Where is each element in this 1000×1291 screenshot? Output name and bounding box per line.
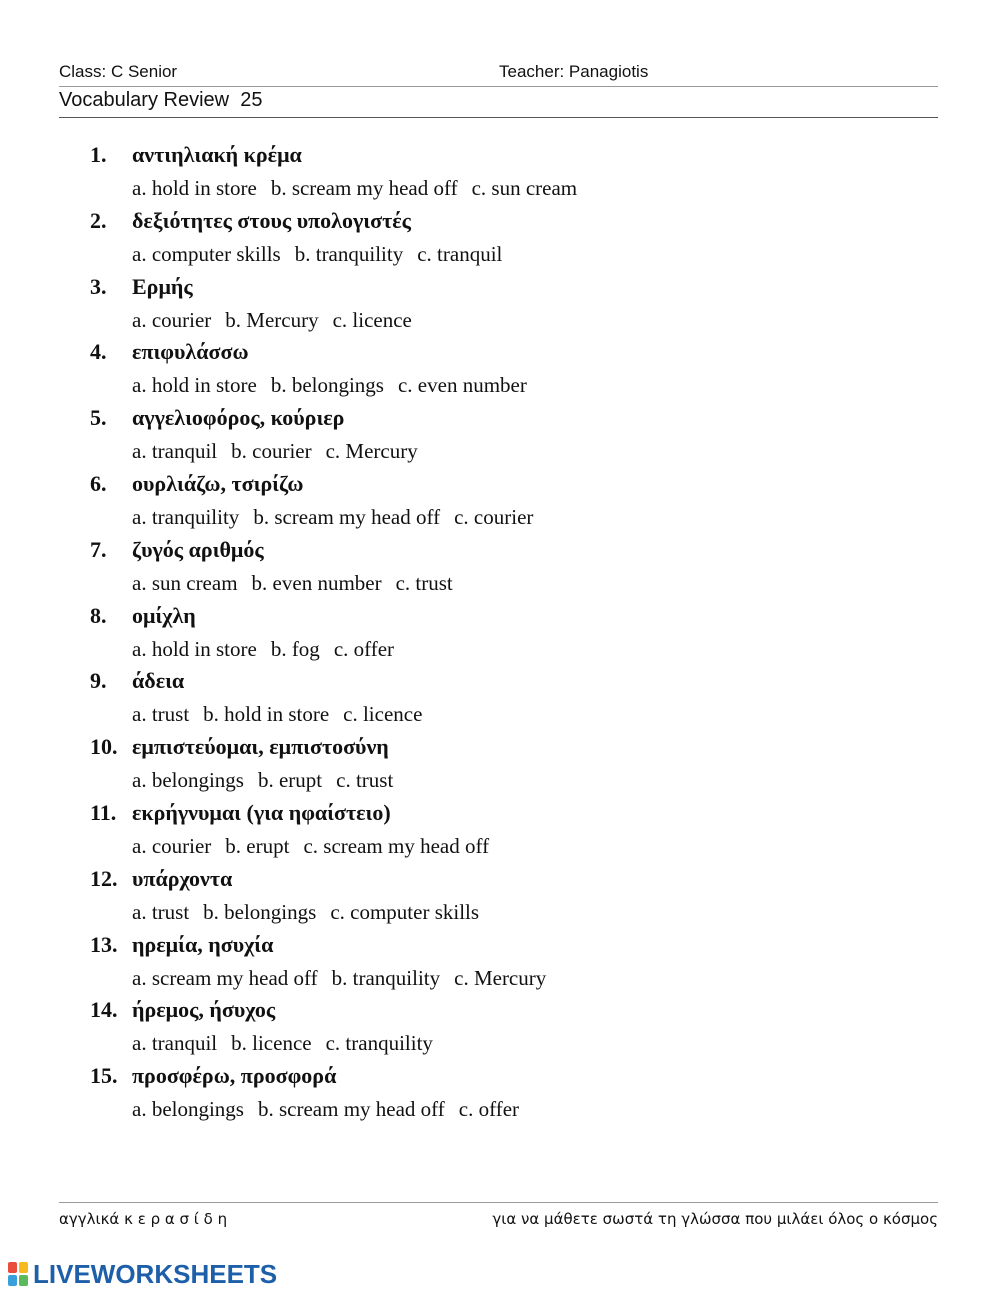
answer-option[interactable]: c. offer: [458, 1097, 520, 1122]
question-list: [90, 142, 930, 1129]
answer-option[interactable]: a. courier: [132, 833, 212, 858]
title-divider: [59, 117, 938, 118]
answer-option[interactable]: b. scream my head off: [270, 176, 458, 200]
question-number: 4.: [90, 339, 107, 365]
question-term: αγγελιοφόρος, κούριερ: [132, 405, 345, 431]
answer-options: [132, 571, 467, 596]
answer-option[interactable]: b. courier: [231, 439, 312, 464]
question-number: 5.: [90, 405, 107, 431]
answer-options: [132, 966, 560, 991]
brand-logo[interactable]: [8, 1259, 277, 1289]
question-number: 13.: [90, 931, 118, 957]
page-title: Vocabulary Review 25: [59, 89, 263, 111]
answer-option[interactable]: c. scream my head off: [303, 833, 490, 858]
footer-divider: [59, 1202, 938, 1203]
question-item: [90, 997, 930, 1063]
question-term: ήρεμος, ήσυχος: [132, 997, 276, 1023]
answer-options: [132, 702, 436, 727]
class-label: Class: C Senior: [59, 62, 178, 81]
answer-options: [132, 505, 547, 530]
question-item: [90, 932, 930, 998]
answer-option[interactable]: b. scream my head off: [257, 1097, 445, 1122]
answer-option[interactable]: a. hold in store: [132, 373, 257, 398]
question-term: αντιηλιακή κρέμα: [132, 142, 302, 167]
answer-option[interactable]: c. licence: [332, 307, 412, 332]
question-number: 11.: [90, 799, 117, 825]
question-item: [90, 142, 930, 208]
answer-options: [132, 768, 407, 793]
answer-option[interactable]: b. licence: [231, 1031, 312, 1056]
answer-option[interactable]: c. even number: [397, 373, 527, 398]
answer-options: [132, 176, 591, 201]
question-term: επιφυλάσσω: [132, 339, 249, 365]
question-term: ουρλιάζω, τσιρίζω: [132, 470, 304, 496]
answer-option[interactable]: c. licence: [343, 702, 423, 727]
answer-option[interactable]: c. computer skills: [330, 899, 480, 924]
question-number: 8.: [90, 602, 107, 628]
header-row: [59, 62, 938, 84]
answer-option[interactable]: b. tranquility: [331, 965, 441, 990]
answer-option[interactable]: c. trust: [336, 768, 394, 793]
question-item: [90, 208, 930, 274]
answer-option[interactable]: a. trust: [132, 702, 190, 727]
question-item: [90, 1063, 930, 1129]
answer-option[interactable]: c. tranquility: [325, 1031, 433, 1056]
question-term: Ερμής: [132, 273, 193, 299]
question-item: [90, 800, 930, 866]
answer-option[interactable]: b. tranquility: [294, 241, 404, 266]
answer-option[interactable]: c. sun cream: [471, 176, 578, 200]
question-item: [90, 866, 930, 932]
answer-option[interactable]: b. fog: [270, 636, 320, 661]
question-term: ομίχλη: [132, 602, 196, 628]
question-item: [90, 471, 930, 537]
question-number: 10.: [90, 734, 118, 760]
question-item: [90, 274, 930, 340]
answer-option[interactable]: b. even number: [251, 570, 382, 595]
question-term: άδεια: [132, 668, 185, 694]
answer-option[interactable]: a. sun cream: [132, 570, 238, 595]
answer-option[interactable]: a. tranquility: [132, 504, 240, 529]
answer-options: [132, 900, 493, 925]
question-term: εμπιστεύομαι, εμπιστοσύνη: [132, 734, 389, 760]
answer-option[interactable]: a. scream my head off: [132, 965, 318, 990]
answer-option[interactable]: a. hold in store: [132, 176, 257, 200]
answer-option[interactable]: c. tranquil: [417, 241, 503, 266]
liveworksheets-logo-icon: [8, 1261, 30, 1287]
answer-options: [132, 373, 541, 398]
answer-option[interactable]: b. belongings: [203, 899, 317, 924]
answer-option[interactable]: a. trust: [132, 899, 190, 924]
question-item: [90, 668, 930, 734]
question-number: 12.: [90, 865, 118, 891]
answer-options: [132, 834, 503, 859]
answer-option[interactable]: a. belongings: [132, 768, 244, 793]
question-item: [90, 603, 930, 669]
answer-options: [132, 1097, 533, 1122]
footer-right-text: για να μάθετε σωστά τη γλώσσα που μιλάει όλος ο κόσμος: [492, 1210, 938, 1228]
answer-option[interactable]: c. Mercury: [454, 965, 547, 990]
answer-option[interactable]: b. scream my head off: [253, 504, 441, 529]
question-term: ζυγός αριθμός: [132, 536, 264, 562]
footer-left-text: αγγλικά κ ε ρ α σ ί δ η: [59, 1210, 228, 1228]
answer-options: [132, 308, 426, 333]
answer-option[interactable]: a. tranquil: [132, 1031, 218, 1056]
answer-option[interactable]: a. courier: [132, 307, 212, 332]
answer-options: [132, 637, 408, 662]
question-number: 14.: [90, 997, 118, 1023]
answer-option[interactable]: b. belongings: [270, 373, 384, 398]
question-item: [90, 339, 930, 405]
answer-option[interactable]: a. belongings: [132, 1097, 244, 1122]
question-number: 6.: [90, 470, 107, 496]
answer-option[interactable]: b. erupt: [257, 768, 323, 793]
answer-option[interactable]: c. offer: [333, 636, 395, 661]
answer-option[interactable]: a. hold in store: [132, 636, 257, 661]
answer-option[interactable]: b. hold in store: [203, 702, 330, 727]
question-number: 9.: [90, 668, 107, 694]
answer-option[interactable]: c. Mercury: [325, 439, 418, 464]
header-divider: [59, 86, 938, 87]
question-item: [90, 537, 930, 603]
question-term: δεξιότητες στους υπολογιστές: [132, 207, 411, 233]
question-term: προσφέρω, προσφορά: [132, 1063, 337, 1089]
answer-options: [132, 1031, 447, 1056]
answer-options: [132, 242, 516, 267]
answer-option[interactable]: c. trust: [395, 570, 453, 595]
answer-option[interactable]: a. tranquil: [132, 439, 218, 464]
teacher-label: Teacher: Panagiotis: [499, 62, 649, 81]
answer-option[interactable]: c. courier: [454, 504, 534, 529]
question-item: [90, 734, 930, 800]
question-item: [90, 405, 930, 471]
question-number: 7.: [90, 536, 107, 562]
answer-options: [132, 439, 432, 464]
brand-name: LIVEWORKSHEETS: [33, 1258, 278, 1289]
question-number: 15.: [90, 1063, 118, 1089]
answer-option[interactable]: a. computer skills: [132, 241, 281, 266]
answer-option[interactable]: b. Mercury: [225, 307, 319, 332]
question-number: 2.: [90, 207, 107, 233]
question-term: εκρήγνυμαι (για ηφαίστειο): [132, 799, 391, 825]
question-term: ηρεμία, ησυχία: [132, 931, 274, 957]
question-number: 3.: [90, 273, 107, 299]
answer-option[interactable]: b. erupt: [225, 833, 290, 858]
question-term: υπάρχοντα: [132, 865, 233, 891]
question-number: 1.: [90, 142, 107, 167]
